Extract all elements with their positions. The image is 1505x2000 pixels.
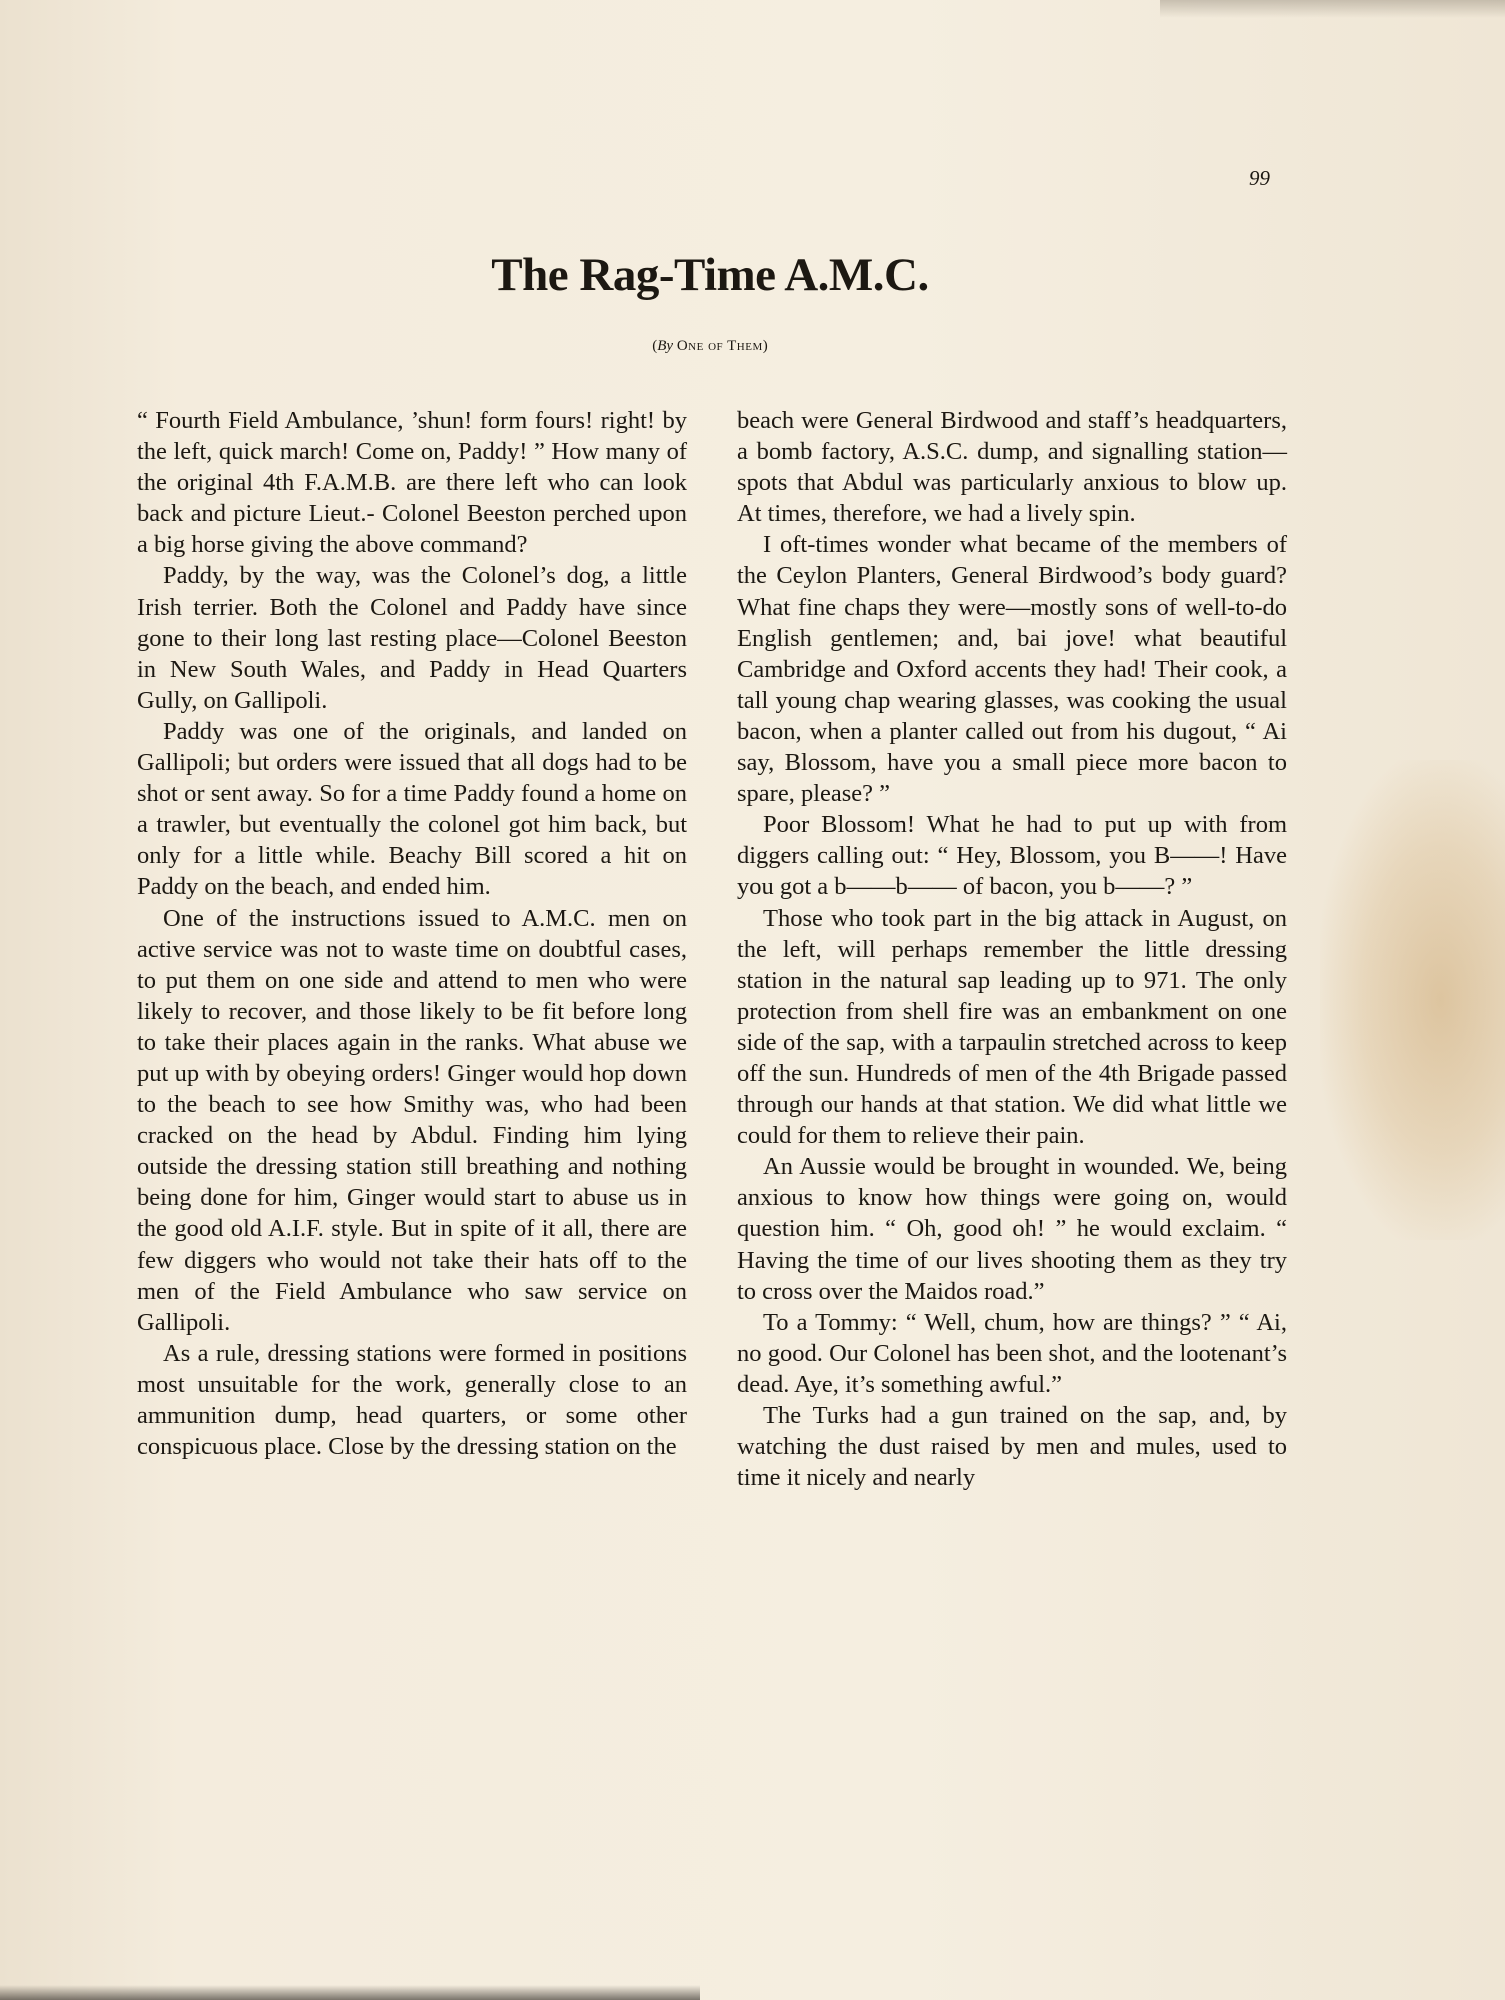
paragraph: “ Fourth Field Ambulance, ’shun! form fours! right! by the left, quick march! Come on, Paddy! ” How many of the original 4th F.A.M.B. are there left who can look back and picture Lieut.- Colonel Beeston perched upon a big horse giving the above command? xyxy=(137,407,687,559)
paragraph: An Aussie would be brought in wounded. We, being anxious to know how things were going on, would question him. “ Oh, good oh! ” he would exclaim. “ Having the time of our lives shooting them as they try to cross over the Maidos road.” xyxy=(737,1153,1287,1305)
paragraph: One of the instructions issued to A.M.C. men on active service was not to waste time on doubtful cases, to put them on one side and attend to men who were likely to recover, and those likely to be fit before long to take their places again in the ranks. What abuse we put up with by obeying orders! Ginger would hop down to the beach to see how Smithy was, who had been cracked on the head by Abdul. Finding him lying outside the dressing station still breathing and nothing being done for him, Ginger would start to abuse us in the good old A.I.F. style. But in spite of it all, there are few diggers who would not take their hats off to the men of the Field Ambulance who saw service on Gallipoli. xyxy=(137,904,687,1336)
page-top-shadow xyxy=(1160,0,1505,18)
byline xyxy=(450,338,970,355)
paragraph: To a Tommy: “ Well, chum, how are things? ” “ Ai, no good. Our Colonel has been shot, and the lootenant’s dead. Aye, it’s something awful.” xyxy=(737,1308,1287,1398)
paragraph: Paddy was one of the originals, and landed on Gallipoli; but orders were issued that all dogs had to be shot or sent away. So for a time Paddy found a home on a trawler, but eventually the colonel got him back, but only for a little while. Beachy Bill scored a hit on Paddy on the beach, and ended him. xyxy=(137,717,687,901)
paragraph: I oft-times wonder what became of the members of the Ceylon Planters, General Birdwood’s body guard? What fine chaps they were—mostly sons of well-to-do English gentlemen; and, bai jove! what beautiful Cambridge and Oxford accents they had! Their cook, a tall young chap wearing glasses, was cooking the usual bacon, when a planter called out from his dugout, “ Ai say, Blossom, have you a small piece more bacon to spare, please? ” xyxy=(737,531,1287,808)
page-number: 99 xyxy=(1249,166,1270,190)
paragraph: Poor Blossom! What he had to put up with from diggers calling out: “ Hey, Blossom, you B——! Have you got a b——b—— of bacon, you b——? ” xyxy=(737,811,1287,901)
byline-author: One of Them xyxy=(676,338,763,354)
water-stain xyxy=(1320,760,1505,1240)
byline-open-paren: ( xyxy=(652,338,658,354)
left-column xyxy=(137,405,687,1462)
paragraph: Paddy, by the way, was the Colonel’s dog, a little Irish terrier. Both the Colonel and Paddy have since gone to their long last resting place—Colonel Beeston in New South Wales, and Paddy in Head Quarters Gully, on Gallipoli. xyxy=(137,562,687,714)
byline-by: By xyxy=(657,338,674,354)
byline-close-paren: ) xyxy=(762,338,768,354)
paragraph: As a rule, dressing stations were formed in positions most unsuitable for the work, generally close to an ammunition dump, head quarters, or some other conspicuous place. Close by the dressing station on the xyxy=(137,1339,687,1461)
paragraph: The Turks had a gun trained on the sap, and, by watching the dust raised by men and mules, used to time it nicely and nearly xyxy=(737,1402,1287,1492)
article-title: The Rag-Time A.M.C. xyxy=(491,249,929,301)
page-bottom-shadow xyxy=(0,1985,700,2000)
right-column xyxy=(737,405,1287,1493)
paragraph: Those who took part in the big attack in August, on the left, will perhaps remember the little dressing station in the natural sap leading up to 971. The only protection from shell fire was an embankment on one side of the sap, with a tarpaulin stretched across to keep off the sun. Hundreds of men of the 4th Brigade passed through our hands at that station. We did what little we could for them to relieve their pain. xyxy=(737,904,1287,1150)
paragraph: beach were General Birdwood and staff’s headquarters, a bomb factory, A.S.C. dump, and signalling station—spots that Abdul was particularly anxious to blow up. At times, therefore, we had a lively spin. xyxy=(737,407,1287,528)
